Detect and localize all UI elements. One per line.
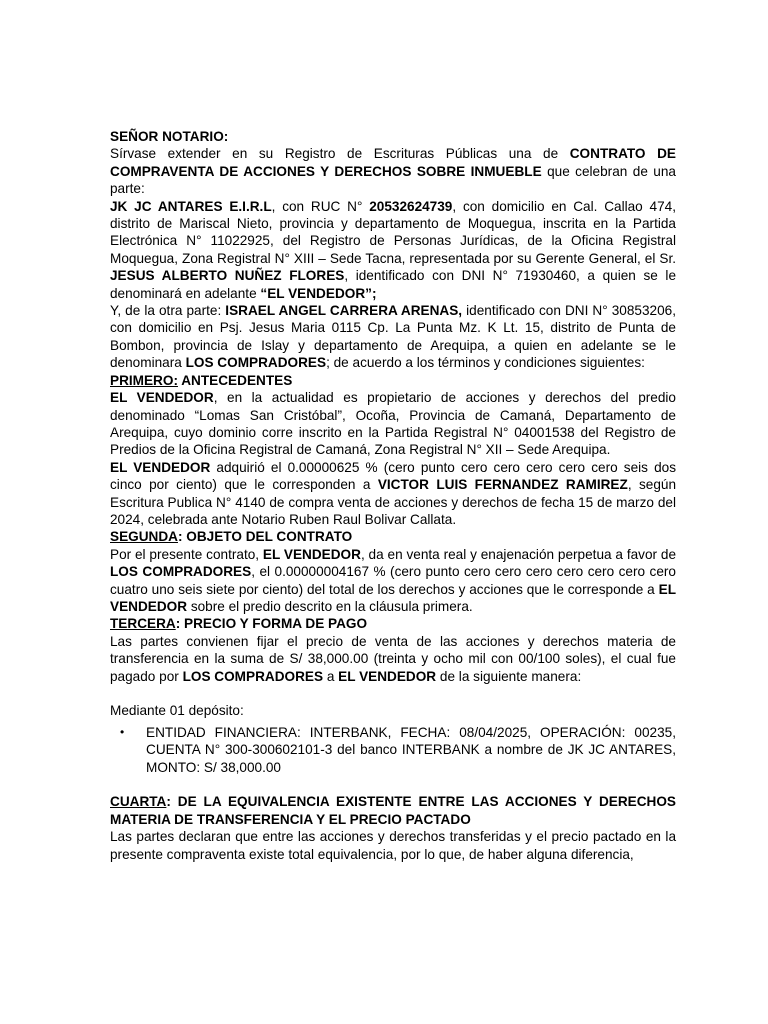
clause-tercera-paragraph: Las partes convienen fijar el precio de venta de las acciones y derechos materia de transferencia en la suma de S/ 38,000.00 (treinta y ocho mil con 00/100 soles), el cual fue pagado por LOS COMPRADORES a EL VENDEDOR de la siguiente manera: <box>110 633 676 684</box>
clause-segunda-paragraph: Por el presente contrato, EL VENDEDOR, da en venta real y enajenación perpetua a favor de LOS COMPRADORES, el 0.00000004167 % (cero punto cero cero cero cero cero cero cero cuatro uno seis siete por ciento) del total de los derechos y acciones que le corresponde a EL VENDEDOR sobre el predio descrito en la cláusula primera. <box>110 546 677 614</box>
document-page <box>110 128 676 863</box>
blank-line <box>110 685 676 702</box>
bullet-icon: • <box>120 724 125 739</box>
clause-primero-heading: PRIMERO: ANTECEDENTES <box>110 372 293 388</box>
clause-cuarta-heading: CUARTA: DE LA EQUIVALENCIA EXISTENTE ENTRE LAS ACCIONES Y DERECHOS MATERIA DE TRANSFERENCIA Y EL PRECIO PACTADO <box>110 794 676 827</box>
intro-paragraph: Sírvase extender en su Registro de Escrituras Públicas una de CONTRATO DE COMPRAVENTA DE ACCIONES Y DERECHOS SOBRE INMUEBLE que celebran de una parte: <box>110 146 676 197</box>
clause-primero-paragraph-1: EL VENDEDOR, en la actualidad es propietario de acciones y derechos del predio denominado “Lomas San Cristóbal”, Ocoña, Provincia de Camaná, Departamento de Arequipa, cuyo dominio corre inscrito en la Partida Registral N° 04001538 del Registro de Predios de la Oficina Registral de Camaná, Zona Registral N° XII – Sede Arequipa. <box>110 390 676 458</box>
blank-line <box>110 776 676 793</box>
document-heading: SEÑOR NOTARIO: <box>110 129 229 144</box>
clause-tercera-heading: TERCERA: PRECIO Y FORMA DE PAGO <box>110 616 368 632</box>
clause-cuarta-paragraph: Las partes declaran que entre las acciones y derechos transferidas y el precio pactado en la presente compraventa existe total equivalencia, por lo que, de haber alguna diferencia, <box>110 829 676 862</box>
clause-segunda-heading: SEGUNDA: OBJETO DEL CONTRATO <box>110 529 353 545</box>
seller-paragraph: JK JC ANTARES E.I.R.L, con RUC N° 20532624739, con domicilio en Cal. Callao 474, distrito de Mariscal Nieto, provincia y departamento de Moquegua, inscrita en la Partida Electrónica N° 11022925, del Registro de Personas Jurídicas, de la Oficina Registral Moquegua, Zona Registral N° XIII – Sede Tacna, representada por su Gerente General, el Sr. JESUS ALBERTO NUÑEZ FLORES, identificado con DNI N° 71930460, a quien se le denominará en adelante “EL VENDEDOR”; <box>110 198 677 301</box>
deposit-details: ENTIDAD FINANCIERA: INTERBANK, FECHA: 08/04/2025, OPERACIÓN: 00235, CUENTA N° 300-300602101-3 del banco INTERBANK a nombre de JK JC ANTARES, MONTO: S/ 38,000.00 <box>146 724 676 775</box>
deposit-intro: Mediante 01 depósito: <box>110 703 244 719</box>
deposit-list-item <box>110 724 676 776</box>
clause-primero-paragraph-2: EL VENDEDOR adquirió el 0.00000625 % (cero punto cero cero cero cero cero seis dos cinco por ciento) que le corresponden a VICTOR LUIS FERNANDEZ RAMIREZ, según Escritura Publica N° 4140 de compra venta de acciones y derechos de fecha 15 de marzo del 2024, celebrada ante Notario Ruben Raul Bolivar Callata. <box>110 459 677 527</box>
buyer-paragraph: Y, de la otra parte: ISRAEL ANGEL CARRERA ARENAS, identificado con DNI N° 30853206, con domicilio en Psj. Jesus Maria 0115 Cp. La Punta Mz. K Lt. 15, distrito de Punta de Bombon, provincia de Islay y departamento de Arequipa, a quien en adelante se le denominara LOS COMPRADORES; de acuerdo a los términos y condiciones siguientes: <box>110 303 676 371</box>
